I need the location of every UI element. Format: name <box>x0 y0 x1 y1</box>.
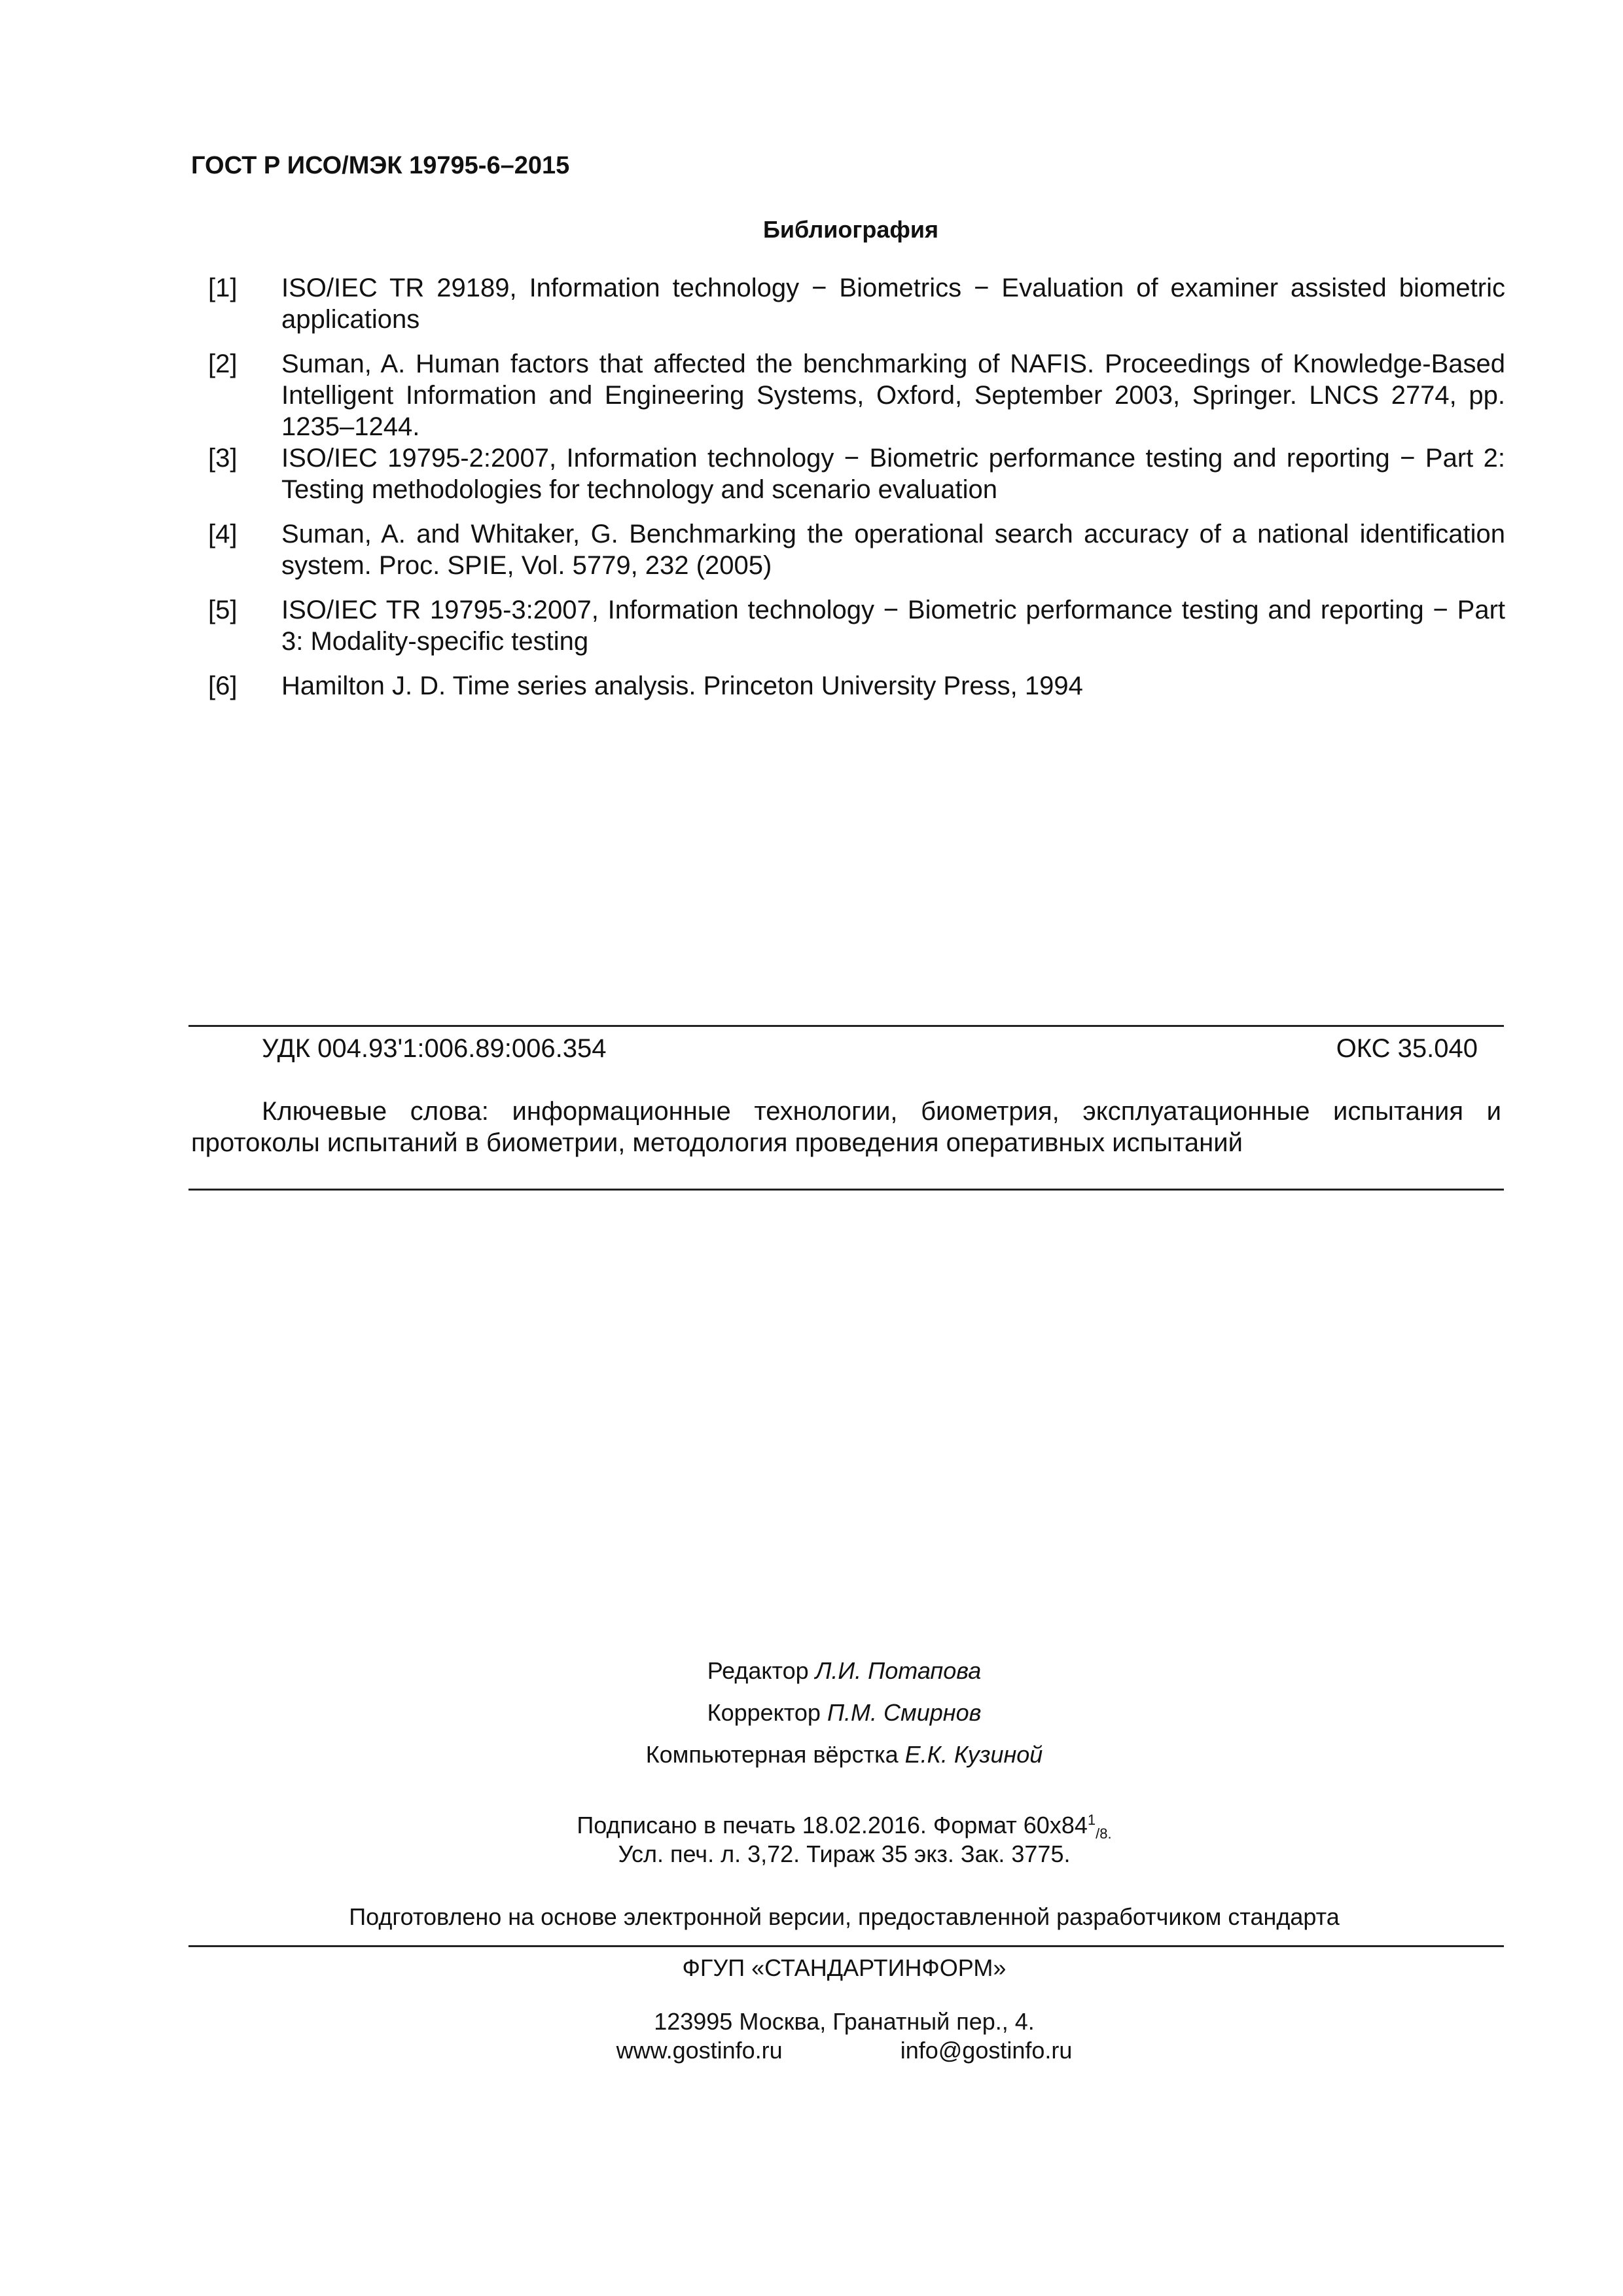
publisher-name: ФГУП «СТАНДАРТИНФОРМ» <box>682 1954 1007 1981</box>
entry-number: [4] <box>208 520 238 548</box>
bottom-rule <box>188 1189 1504 1191</box>
print-details-line: Усл. печ. л. 3,72. Тираж 35 экз. Зак. 3775. <box>618 1840 1071 1867</box>
editor-line <box>0 1657 1623 1685</box>
website-link[interactable]: www.gostinfo.ru <box>616 2037 783 2064</box>
prepared-note: Подготовлено на основе электронной версии, предоставленной разработчиком стандарта <box>349 1903 1340 1930</box>
layout-label: Компьютерная вёрстка <box>645 1741 899 1768</box>
editor-name: Л.И. Потапова <box>815 1657 982 1684</box>
entry-text: ISO/IEC TR 29189, Information technology − Biometrics − Evaluation of examiner assisted biometric applications <box>281 274 1505 334</box>
corrector-name: П.М. Смирнов <box>827 1699 982 1726</box>
entry-number: [2] <box>208 350 238 378</box>
bibliography-entry <box>208 348 1505 442</box>
entry-text: ISO/IEC TR 19795-3:2007, Information technology − Biometric performance testing and reporting − Part 3: Modality-specific testing <box>281 596 1505 656</box>
bibliography-entry <box>208 594 1505 657</box>
bibliography-entry <box>208 272 1505 335</box>
bibliography-entry <box>208 670 1505 702</box>
layout-line <box>0 1741 1623 1768</box>
udk-code: УДК 004.93'1:006.89:006.354 <box>262 1034 607 1063</box>
bibliography-entry <box>208 518 1505 581</box>
bibliography-title: Библиография <box>763 216 938 243</box>
entry-text: Suman, A. and Whitaker, G. Benchmarking the operational search accuracy of a national identification system. Proc. SPIE, Vol. 5779, 232 (2005) <box>281 520 1505 580</box>
standard-code: ГОСТ Р ИСО/МЭК 19795-6–2015 <box>191 152 570 179</box>
entry-number: [5] <box>208 596 238 624</box>
print-signed-text: Подписано в печать 18.02.2016. Формат 60х84 <box>577 1812 1088 1839</box>
bibliography-list <box>208 272 1505 715</box>
format-sup: 1 <box>1087 1812 1096 1828</box>
editor-label: Редактор <box>707 1657 809 1684</box>
publisher-rule <box>188 1945 1504 1947</box>
layout-name: Е.К. Кузиной <box>904 1741 1043 1768</box>
entry-text: Suman, A. Human factors that affected the benchmarking of NAFIS. Proceedings of Knowledge-Based Intelligent Information and Engineering Systems, Oxford, September 2003, Springer. LNCS 2774, pp. 1235–1244. <box>281 350 1505 441</box>
print-signed-line <box>0 1812 1623 1842</box>
publisher-address: 123995 Москва, Гранатный пер., 4. <box>654 2008 1035 2035</box>
corrector-label: Корректор <box>707 1699 821 1726</box>
corrector-line <box>0 1699 1623 1727</box>
entry-text: ISO/IEC 19795-2:2007, Information technology − Biometric performance testing and reporting − Part 2: Testing methodologies for technology and scenario evaluation <box>281 444 1505 504</box>
entry-number: [3] <box>208 444 238 473</box>
email-link[interactable]: info@gostinfo.ru <box>900 2037 1073 2064</box>
top-rule <box>188 1025 1504 1027</box>
entry-number: [1] <box>208 274 238 302</box>
publisher-contacts <box>0 2037 1623 2064</box>
bibliography-entry <box>208 442 1505 505</box>
keywords: Ключевые слова: информационные технологии, биометрия, эксплуатационные испытания и протоколы испытаний в биометрии, методология проведения оперативных испытаний <box>191 1097 1501 1157</box>
format-sub: /8. <box>1096 1825 1112 1842</box>
oks-code: ОКС 35.040 <box>1336 1034 1478 1063</box>
entry-number: [6] <box>208 672 238 700</box>
classification-row <box>262 1033 1478 1064</box>
entry-text: Hamilton J. D. Time series analysis. Princeton University Press, 1994 <box>281 672 1083 700</box>
